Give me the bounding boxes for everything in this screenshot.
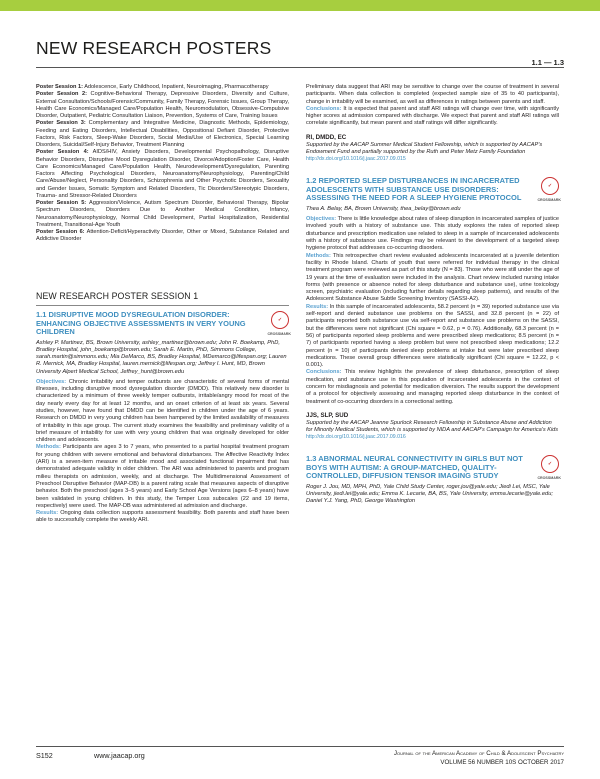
conclusions-label: Conclusions: [306, 369, 342, 376]
abstract-title-text: 1.2 REPORTED SLEEP DISTURBANCES IN INCARCERATED ADOLESCENTS WITH SUBSTANCE USE DISORDERS: ASSESSING THE NEED FOR A SLEEP HYGIENE PROTOCOL [306, 176, 522, 203]
crossmark-label: CROSSMARK [537, 198, 561, 203]
results-label: Results: [306, 303, 329, 310]
session-item [36, 229, 289, 244]
methods-label: Methods: [306, 252, 331, 259]
doi-link[interactable]: http://dx.doi.org/10.1016/j.jaac.2017.09.015 [306, 156, 406, 163]
results-text: In this sample of incarcerated adolescents, 58.2 percent (n = 39) reported substance use via self-report and denied substance use problems on the SASSI, and 32.8 percent (n = 22) of participants reported both substance use via self-report and substance use problems on the SASSI, but the differences were not significant (Chi square = 0.62, p = 0.76). Additionally, 68.3 percent (n = 56) of participants reported sleep problems and were prescribed sleep medications; 8.5 percent (n = 7) of participants reported having a sleep problem but were not prescribed sleep medications; 12.2 percent (n = 10) of participants denied sleep problems at intake but were later prescribed sleep medications. These overall group differences were statistically significant (Chi square = 12.22, p < 0.001). [306, 303, 559, 369]
abstract-title-text: 1.1 DISRUPTIVE MOOD DYSREGULATION DISORDER: ENHANCING OBJECTIVE ASSESSMENTS IN VERY YOUNG CHILDREN [36, 310, 246, 337]
footer-divider [36, 746, 564, 747]
author-list: Thea A. Belay, BA, Brown University, thea_belay@brown.edu [306, 205, 461, 212]
abstract-conclusions [306, 106, 559, 128]
abstract-title-text: 1.3 ABNORMAL NEURAL CONNECTIVITY IN GIRLS BUT NOT BOYS WITH AUTISM: A GROUP-MATCHED, QUALITY-CONTROLLED, DIFFUSION TENSOR IMAGING STUDY [306, 454, 523, 481]
objectives-text: Chronic irritability and temper outbursts are characteristic of several forms of mental illnesses, including disruptive mood dysregulation disorder (DMDD). This relatively new disorder is characterized by a minimum of three weekly temper outbursts, irritable/angry mood for most of the day nearly every day for at least 12 months, and an onset criterion of at least six years. Several studies, however, have found that DMDD can be identified in children under the age of 6 years. Research on DMDD in very young children has been hampered by the limited availability of measures of irritability in this age group. The current study examines the feasibility and preliminary validity of a brief measure of irritability for use with very young children that was originally developed for older children and adolescents. [36, 378, 289, 444]
abstract-objectives [36, 379, 289, 445]
abstract-results [306, 304, 559, 370]
session-item [36, 200, 289, 229]
conclusions-label: Conclusions: [306, 105, 342, 112]
top-accent-bar [0, 0, 600, 11]
header-divider [36, 67, 564, 68]
abstract-1-1-continued: Preliminary data suggest that ARI may be sensitive to change over the course of treatment in several participants. When data collection is completed (expected sample size of 35 to 40 participants), change in irritability will be examined, as well as differences in ratings between parents and staff. [306, 84, 559, 105]
objectives-label: Objectives: [36, 378, 67, 385]
crossmark-label: CROSSMARK [267, 332, 291, 336]
abstract-methods [306, 253, 559, 304]
objectives-text: There is little knowledge about rates of sleep disruption in incarcerated samples of justice involved youth with a history of substance use. This study explores the rates of reported sleep disturbance and prescription medication use related to sleep in a sample of incarcerated adolescents with a history of substance use. Findings may be relevant to the development of a targeted sleep hygiene protocol that addresses co-occurring disorders. [306, 216, 559, 252]
conclusions-text: This review highlights the prevalence of sleep disturbance, prescription of sleep medication, and substance use in this population of incarcerated adolescents in the context of concern for misdiagnosis and potential for medication diversion. The results support the development of a protocol for objectively assessing and managing reported sleep disturbance in the context of treatment of co-occurring disorders in a correctional setting. [306, 369, 559, 405]
session-item [36, 149, 289, 200]
methods-label: Methods: [36, 444, 61, 451]
crossmark-label: CROSSMARK [537, 476, 561, 481]
session-topics: Cognitive-Behavioral Therapy, Depressive Disorders, Diversity and Culture, External Consultation/Schools/Forensic/Community, Family Therapy, Forensic Issues, Group Therapy, Health Care Economics/Managed Care/Population Health, Neuromodulation, Obsessive-Compulsive Disorder, Outpatient, Pediatric Consultation Liaison, Prevention, Systems of Care, Training Issues [36, 91, 289, 119]
crossmark-icon[interactable]: ✓ [271, 311, 289, 329]
abstract-results [36, 510, 289, 525]
keywords: JJS, SLP, SUD [306, 411, 349, 419]
abstract-title [306, 177, 559, 203]
session-label: Poster Session 6: [36, 229, 85, 235]
methods-text: Participants are ages 3 to 7 years, who presented to a partial hospital treatment program for young children with severe emotional and behavioral disturbances. The Affective Reactivity Index (ARI) is a seven-item measure of irritable mood and associated functional impairment that has demonstrated adequate validity in older children. The ARI was administered to parents and program milieu therapists on admission, weekly, and at discharge. The Multidimensional Assessment of Preschool Disruptive Behavior (MAP-DB) is a parent rating scale that measures aspects of disruptive behavior. Both the preschool (ages 3–5 years) and Early School Age Versions (ages 6–8 years) have been validated in young children. In this study, the Temper Loss subscales (22 and 19 items, respectively) were used. The MAP-DB was administered at admission and discharge. [36, 444, 289, 509]
abstract-range: 1.1 — 1.3 [531, 58, 564, 67]
results-text: Ongoing data collection supports assessment feasibility. Both parents and staff have been able to successfully complete the weekly ARI. [36, 510, 289, 524]
journal-volume: VOLUME 56 NUMBER 10S OCTOBER 2017 [440, 759, 564, 766]
results-label: Results: [36, 510, 59, 517]
abstract-conclusions [306, 369, 559, 405]
doi-link[interactable]: http://dx.doi.org/10.1016/j.jaac.2017.09.016 [306, 434, 406, 441]
session-item [36, 84, 289, 91]
session-topics: Adolescence, Early Childhood, Inpatient, Neuroimaging, Pharmacotherapy [82, 84, 269, 90]
objectives-label: Objectives: [306, 216, 337, 223]
right-column [306, 84, 559, 506]
section-heading: NEW RESEARCH POSTER SESSION 1 [36, 291, 199, 301]
session-list [36, 84, 289, 244]
crossmark-icon[interactable]: ✓ [541, 455, 559, 473]
author-list: Ashley P. Martinez, BS, Brown University, ashley_martinez@brown.edu; John R. Boekamp, PhD, Bradley Hospital, john_boekamp@brown.edu; Sarah E. Martin, PhD, Simmons College, sarah.martin@simmons.edu; Mia DeMarco, BS, Bradley Hospital, MDemarco@lifespan.org; Lauren R. Mernick, MA, Bradley Hospital, lauren.mernick@lifespan.org; Jeffrey I. Hunt, MD, Brown University Alpert Medical School, Jeffrey_hunt@brown.edu [36, 339, 287, 375]
support-note: Supported by the AACAP Summer Medical Student Fellowship, which is supported by AACAP's Endowment Fund and partially supported by the Ruth and Peter Metz Family Foundation [306, 141, 543, 155]
keywords: RI, DMDD, EC [306, 133, 347, 141]
session-topics: AIDS/HIV, Anxiety Disorders, Developmental Psychopathology, Disruptive Behavior Disorders, Disruptive Mood Dysregulation Disorder, Divorce/Adoption/Foster Care, Health Care Economics/Managed Care/Population Health, Neurodevelopment/Dysregulation, Parenting Factors Affecting Psychological Disorders, Neuroanatomy/Neurophysiology, Parenting/Child Care/Abuse/Neglect, Personality Disorders, Schizophrenia and Other Psychotic Disorders, Sexuality and Gender Issues, Somatic Symptom and Related Disorders, Tic Disorders/Stereotypic Disorders, Trauma- and Stressor-Related Disorders [36, 149, 290, 199]
crossmark-icon[interactable]: ✓ [541, 177, 559, 195]
session-topics: Complementary and Integrative Medicine, Diagnostic Methods, Epidemiology, Feeding and Eating Disorders, Intellectual Disabilities, Oppositional Defiant Disorder, Protective Factors, Risk Factors, Sleep-Wake Disorders, Social Media/Use of Electronics, Special Learning Disorders, Suicidal/Self-Injury Behavior, Treatment Planning [36, 120, 289, 148]
abstract-1-1 [36, 311, 289, 525]
journal-url[interactable]: www.jaacap.org [94, 751, 145, 760]
session-item [36, 120, 289, 149]
session-item [36, 91, 289, 120]
session-label: Poster Session 5: [36, 200, 87, 206]
session-label: Poster Session 2: [36, 91, 87, 98]
journal-name: Journal of the American Academy of Child & Adolescent Psychiatry [393, 750, 564, 757]
section-divider [36, 305, 289, 306]
abstract-methods [36, 444, 289, 510]
support-note: Supported by the AACAP Jeanne Spurlock Research Fellowship in Substance Abuse and Addiction for Minority Medical Students, which is supported by NIDA and AACAP's Campaign for America's Kids [306, 419, 559, 434]
session-topics: Attention-Deficit/Hyperactivity Disorder, Other or Mixed, Substance Related and Addictive Disorder [36, 229, 289, 243]
author-list: Roger J. Jou, MD, MPH, PhD, Yale Child Study Center, roger.jou@yale.edu; Jiedi Lei, MSC, Yale University, jiedi.lei@yale.edu; Emma K. Lecarie, BA, BS, Yale University, emma.lecarie@yale.edu; Daniel Y.J. Yang, PhD, George Washington [306, 484, 553, 505]
session-label: Poster Session 1: [36, 84, 83, 90]
conclusions-text: It is expected that parent and staff ARI ratings will change over time, with significantly higher scores at admission compared with discharge. We expect that parent and staff ARI ratings will correlate significantly, but mean parent and staff ratings will differ significantly. [306, 105, 559, 127]
abstract-title [306, 455, 559, 481]
session-label: Poster Session 4: [36, 149, 89, 156]
abstract-objectives [306, 216, 559, 252]
session-label: Poster Session 3: [36, 120, 86, 127]
methods-text: This retrospective chart review evaluated adolescents incarcerated at a juvenile detention facility in Rhode Island. Charts of youth that were referred for individual therapy in the clinical treatment program were reviewed as part of this study (N = 83). Those who were still under the age of 19 years at the time of evaluation were included in the analysis. Chart review included nursing intake forms (with presence or absence noted for sleep disturbance and substance use), urine toxicology screen, psychiatric evaluation (including further details regarding sleep patterns), and results of the Adolescent Substance Abuse Subtle Screening Inventory (SASSI-A2). [306, 252, 559, 303]
session-topics: Aggression/Violence, Autism Spectrum Disorder, Behavioral Therapy, Bipolar Spectrum Disorders, Disorders Due to Another Medical Condition, Infancy, Neuroanatomy/Neurophysiology, Normal Child Development, Partial Hospitalization, Residential Treatment, Transitional-Age Youth [36, 200, 289, 228]
page-title: NEW RESEARCH POSTERS [36, 38, 272, 58]
page-number: S152 [36, 751, 53, 760]
abstract-title [36, 311, 289, 337]
